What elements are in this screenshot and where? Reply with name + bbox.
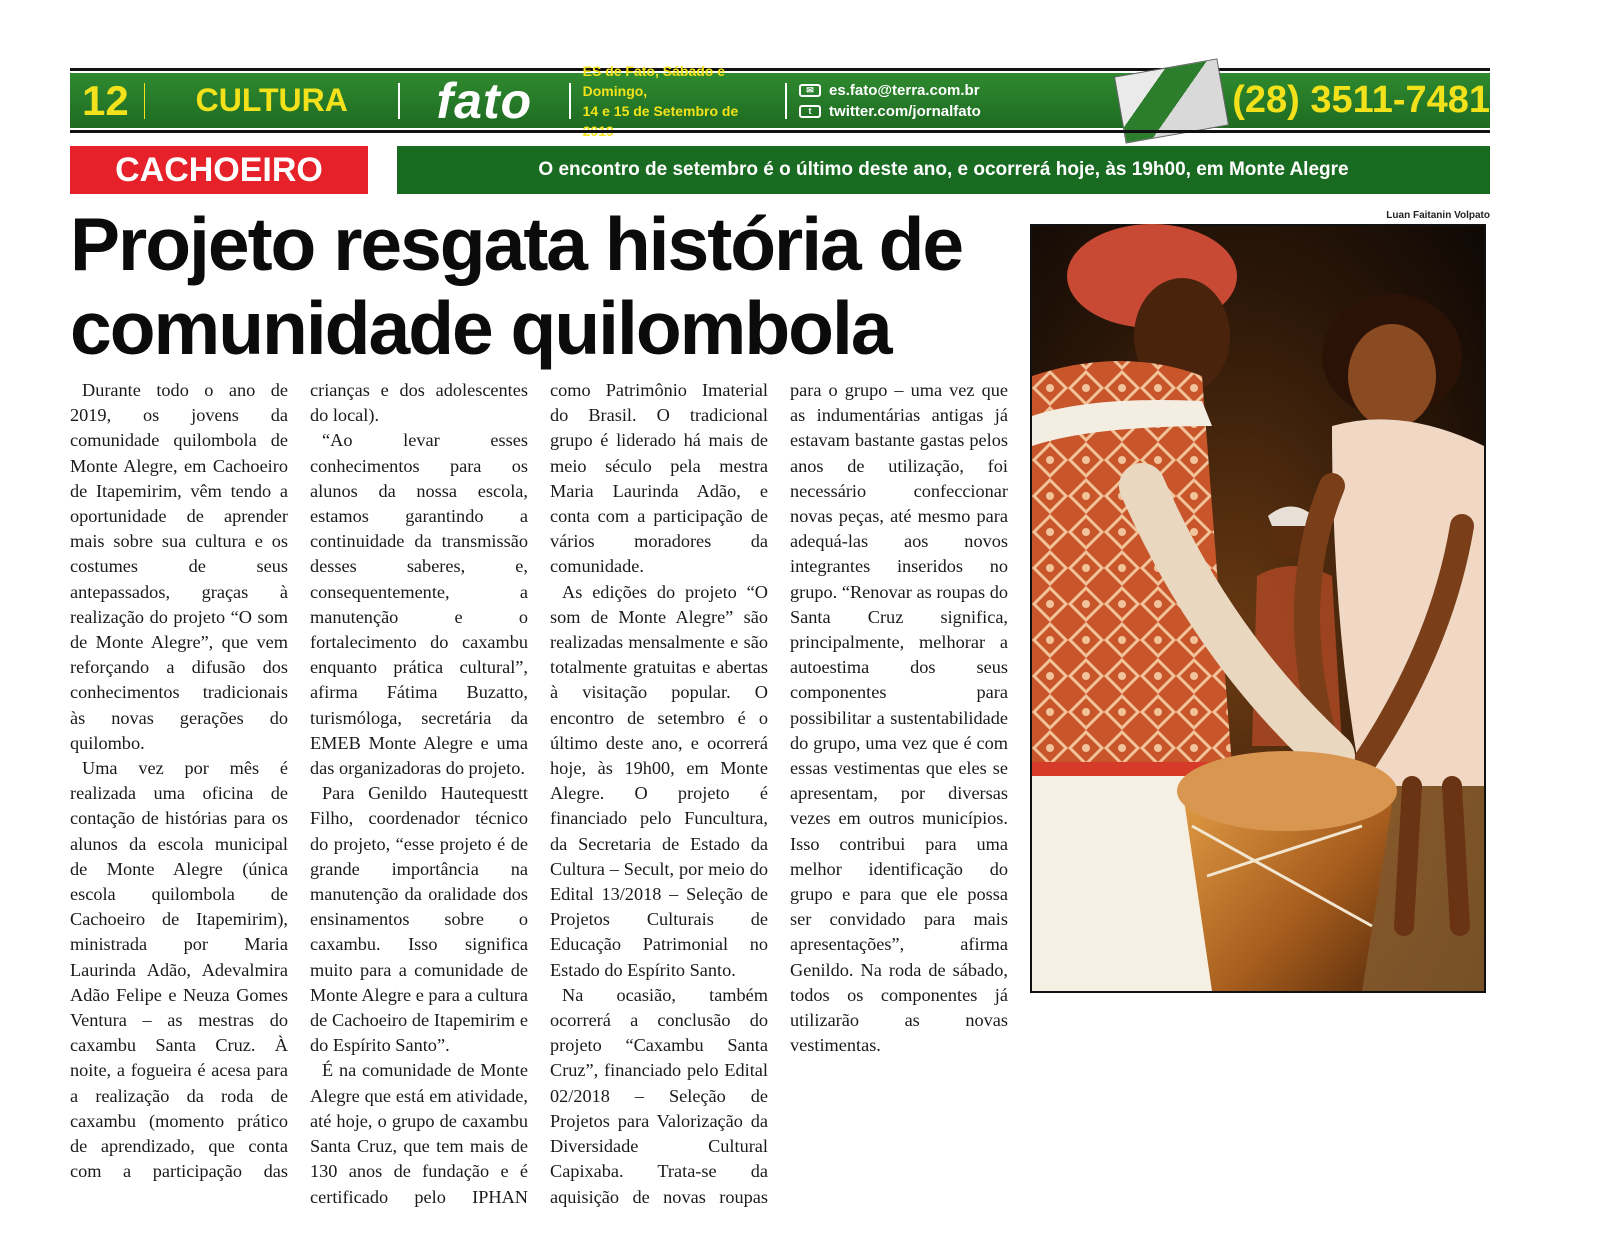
header-divider xyxy=(144,83,146,119)
body-paragraph: Uma vez por mês é realizada uma oficina de contação de histórias para os alunos da escola municipal de Monte Alegre (única escola quilombola de Cachoeiro de Itapemirim), ministrada por Maria Laurinda Adão, Adevalmira Adão Felipe e Neuza Gomes Ventura – as mestras do caxambu Santa Cruz. À noite, a fogueira é acesa para a realização da roda de caxambu (momento prático de aprendizado, que conta com a participação das crianças e dos adolescentes do local). xyxy=(70,380,528,1182)
photo-credit: Luan Faitanin Volpato xyxy=(1386,210,1490,221)
edition-date: 14 e 15 de Setembro de xyxy=(582,102,739,119)
section-name: CULTURA xyxy=(195,82,348,118)
body-paragraph: Para Genildo Hautequestt Filho, coordenador técnico do projeto, “esse projeto é de grande importância na manutenção da oralidade dos ensinamentos sobre o caxambu. Isso significa muito para a comunidade de Monte Alegre e para a cultura de Cachoeiro de Itapemirim e do Espírito Santo”. xyxy=(310,783,528,1056)
newspaper-logo: fato xyxy=(436,72,533,129)
header-divider xyxy=(398,83,400,119)
contact-twitter[interactable]: twitter.com/jornalfato xyxy=(829,102,981,120)
contact-info xyxy=(799,80,1113,122)
header-top-rule xyxy=(70,68,1490,71)
header-divider xyxy=(785,83,787,119)
edition-day: ES de Fato, Sábado e Domingo, xyxy=(582,62,726,99)
article-headline: Projeto resgata história de comunidade quilombola xyxy=(70,202,963,370)
page-number: 12 xyxy=(82,76,129,124)
section-kicker: CACHOEIRO xyxy=(70,146,368,194)
contact-email[interactable]: es.fato@terra.com.br xyxy=(829,81,980,99)
page-header-bar xyxy=(70,62,1491,129)
photo-illustration xyxy=(1032,226,1484,991)
body-paragraph: As edições do projeto “O som de Monte Alegre” são realizadas mensalmente e são totalmente gratuitas e abertas à visitação popular. O encontro de setembro é o último deste ano, e ocorrerá hoje, às 19h00, em Monte Alegre. O projeto é financiado pelo Funcultura, da Secretaria de Estado da Cultura – Secult, por meio do Edital 13/2018 – Seleção de Projetos Culturais de Educação Patrimonial no Estado do Espírito Santo. xyxy=(550,581,768,980)
email-icon: ✉ xyxy=(799,84,821,97)
header-bottom-rule xyxy=(70,130,1490,133)
contact-phone: (28) 3511-7481 xyxy=(1232,79,1491,121)
body-paragraph: Durante todo o ano de 2019, os jovens da comunidade quilombola de Monte Alegre, em Cachoeiro de Itapemirim, vêm tendo a oportunidade de aprender mais sobre sua cultura e os costumes de seus antepassados, graças à realização do projeto “O som de Monte Alegre”, que vem reforçando a difusão dos conhecimentos tradicionais às novas gerações do quilombo. xyxy=(70,380,288,753)
article-photo xyxy=(1030,224,1486,993)
body-paragraph: É na comunidade de Monte Alegre que está em atividade, até hoje, o grupo de caxambu Santa Cruz, que tem mais de 130 anos de fundação e é certificado pelo IPHAN como Patrimônio Imaterial do Brasil. O tradicional grupo é liderado há mais de meio século pela mestra Maria Laurinda Adão, e conta com a participação de vários moradores da comunidade. xyxy=(310,380,768,1207)
twitter-icon: t xyxy=(799,105,821,118)
article-body xyxy=(70,378,1008,1218)
body-paragraph: “Ao levar esses conhecimentos para os alunos da nossa escola, estamos garantindo a continuidade da transmissão desses saberes, e, consequentemente, a manutenção e o fortalecimento do caxambu enquanto prática cultural”, afirma Fátima Buzatto, turismóloga, secretária da EMEB Monte Alegre e uma das organizadoras do projeto. xyxy=(310,430,528,779)
header-divider xyxy=(569,83,571,119)
edition-info xyxy=(583,61,774,141)
article-deck: O encontro de setembro é o último deste ano, e ocorrerá hoje, às 19h00, em Monte Alegre xyxy=(397,146,1490,194)
body-paragraph: Na ocasião, também ocorrerá a conclusão do projeto “Caxambu Santa Cruz”, financiado pelo Edital 02/2018 – Seleção de Projetos para Valorização da Diversidade Cultural Capixaba. Trata-se da aquisição de novas roupas para o grupo – uma vez que as indumentárias antigas já estavam bastante gastas pelos anos de utilização, foi necessário confeccionar novas peças, até mesmo para adequá-las aos novos integrantes inseridos no grupo. “Renovar as roupas do Santa Cruz significa, principalmente, melhorar a autoestima dos seus componentes para possibilitar a sustentabilidade do grupo, uma vez que é com essas vestimentas que eles se apresentam, por diversas vezes em outros municípios. Isso contribui para uma melhor identificação do grupo e para que ele possa ser convidado para mais apresentações”, afirma Genildo. Na roda de sábado, todos os componentes já utilizarão as novas vestimentas. xyxy=(550,380,1008,1207)
